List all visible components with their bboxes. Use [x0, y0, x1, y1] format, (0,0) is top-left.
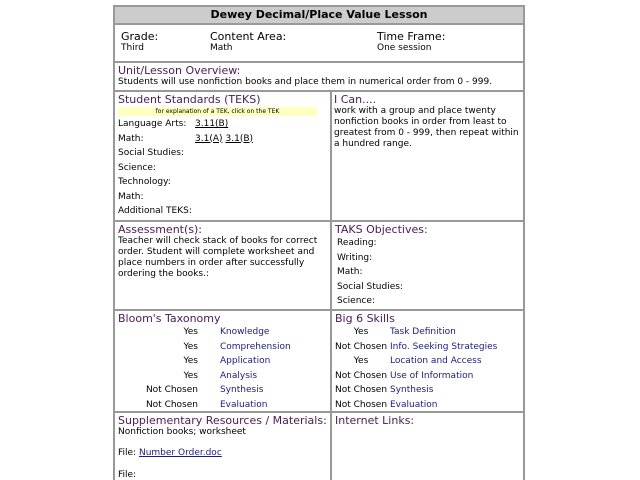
standard-label: Social Studies:: [118, 148, 184, 158]
standard-label: Language Arts:: [118, 119, 187, 129]
assessment-text: Teacher will check stack of books for correct order. Student will complete worksheet and place numbers in order after successfully ordering the books.:: [118, 236, 318, 279]
big6-status: Yes: [353, 327, 369, 337]
bloom-row: [118, 342, 291, 353]
bloom-skill-link[interactable]: Analysis: [220, 370, 258, 381]
overview-section: [115, 63, 523, 90]
bloom-status: Yes: [183, 356, 198, 366]
resources-file-row: [118, 448, 327, 459]
bloom-status: Yes: [183, 327, 198, 337]
taks-item: Social Studies:: [337, 281, 403, 292]
assessment-section: [115, 222, 330, 309]
grade-label: Grade:: [121, 30, 159, 43]
content-area-value: Math: [210, 43, 233, 53]
taks-item: Science:: [337, 296, 375, 306]
resources-text: Nonfiction books; worksheet: [118, 427, 246, 437]
big6-row: [335, 371, 473, 382]
bloom-skill-link[interactable]: Synthesis: [220, 385, 264, 395]
bloom-row: [118, 356, 270, 367]
grade-value: Third: [121, 43, 144, 53]
taks-section: [332, 222, 523, 309]
standard-row: [118, 192, 195, 203]
time-frame-label: Time Frame:: [377, 30, 446, 43]
big6-status: Not Chosen: [335, 370, 388, 381]
content-area-label: Content Area:: [210, 30, 287, 43]
taks-item: Writing:: [337, 252, 373, 263]
time-frame-value: One session: [377, 43, 432, 53]
lesson-plan-table: [113, 5, 525, 480]
big6-status: Yes: [353, 356, 369, 366]
standard-row: [118, 148, 195, 159]
overview-heading: Unit/Lesson Overview:: [118, 64, 241, 77]
standard-label: Additional TEKS:: [118, 206, 192, 216]
standard-label: Math:: [118, 191, 144, 202]
big6-skill-link[interactable]: Evaluation: [390, 399, 438, 410]
standard-label: Math:: [118, 133, 144, 144]
big6-skill-link[interactable]: Use of Information: [390, 370, 474, 381]
bloom-status: Yes: [183, 370, 198, 381]
standard-row: [118, 119, 231, 130]
i-can-text: work with a group and place twenty nonfiction books in order from least to greatest from 0 - 999, then repeat within a hundred range.: [334, 106, 519, 149]
standards-section: [115, 92, 330, 220]
taks-heading: TAKS Objectives:: [335, 223, 428, 236]
assessment-heading: Assessment(s):: [118, 223, 203, 236]
internet-links-heading: Internet Links:: [335, 414, 415, 427]
big6-section: [332, 311, 523, 411]
standard-row: [118, 177, 195, 188]
overview-text: Students will use nonfiction books and place them in numerical order from 0 - 999.: [118, 77, 493, 87]
bloom-skill-link[interactable]: Knowledge: [220, 327, 270, 337]
bloom-skill-link[interactable]: Evaluation: [220, 399, 268, 410]
standard-row: [118, 134, 256, 145]
bloom-row: [118, 327, 269, 338]
number-order-file-link[interactable]: Number Order.doc: [138, 448, 222, 458]
standard-label: Technology:: [118, 177, 171, 187]
big6-skill-link[interactable]: Location and Access: [390, 356, 482, 366]
big6-status: Not Chosen: [335, 341, 388, 352]
standard-row: [118, 163, 195, 174]
big6-skill-link[interactable]: Synthesis: [390, 385, 434, 395]
bloom-status: Not Chosen: [145, 399, 198, 410]
big6-heading: Big 6 Skills: [335, 312, 395, 325]
page-title: Dewey Decimal/Place Value Lesson: [115, 7, 523, 23]
standard-row: [118, 206, 195, 217]
teks-link[interactable]: 3.1(B): [225, 133, 254, 144]
big6-status: Not Chosen: [335, 385, 388, 395]
big6-skill-link[interactable]: Task Definition: [390, 327, 456, 337]
bloom-status: Not Chosen: [145, 385, 198, 395]
info-row: [115, 25, 523, 61]
bloom-section: [115, 311, 330, 411]
i-can-section: [332, 92, 523, 220]
resources-heading: Supplementary Resources / Materials:: [118, 414, 327, 427]
big6-row: [335, 400, 438, 411]
internet-links-section: [332, 413, 523, 480]
bloom-status: Yes: [183, 341, 198, 352]
taks-item: Math:: [337, 267, 363, 277]
resources-file2-label: File:: [118, 470, 137, 480]
standard-label: Science:: [118, 162, 156, 173]
standards-heading: Student Standards (TEKS): [118, 93, 261, 106]
resources-section: [115, 413, 330, 480]
big6-row: [335, 342, 497, 353]
teks-link[interactable]: 3.11(B): [195, 119, 229, 129]
big6-status: Not Chosen: [335, 399, 388, 410]
taks-item: Reading:: [337, 238, 377, 248]
bloom-row: [118, 371, 257, 382]
big6-row: [335, 356, 482, 367]
big6-skill-link[interactable]: Info. Seeking Strategies: [390, 341, 498, 352]
big6-row: [335, 385, 433, 396]
taks-list: [335, 236, 520, 309]
standards-hint: for explanation of a TEK, click on the TEK: [118, 107, 317, 116]
file-label: File:: [118, 448, 137, 458]
bloom-row: [118, 385, 263, 396]
bloom-heading: Bloom's Taxonomy: [118, 312, 221, 325]
i-can-heading: I Can....: [334, 93, 377, 106]
bloom-skill-link[interactable]: Application: [220, 356, 271, 366]
bloom-skill-link[interactable]: Comprehension: [220, 341, 291, 352]
bloom-row: [118, 400, 268, 411]
teks-link[interactable]: 3.1(A): [195, 133, 223, 144]
big6-row: [335, 327, 456, 338]
